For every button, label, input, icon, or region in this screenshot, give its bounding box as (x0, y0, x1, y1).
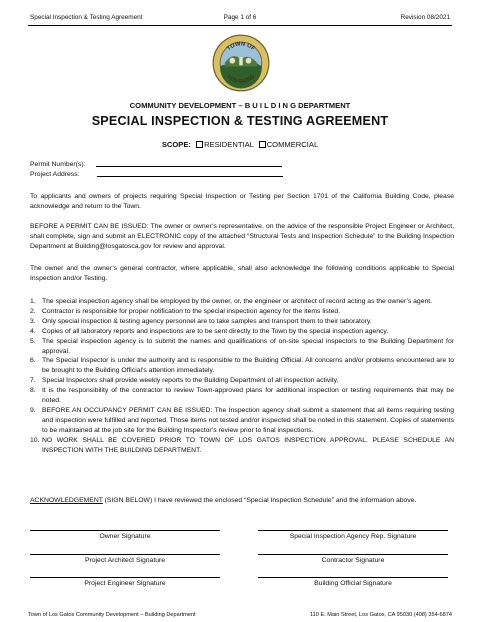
engineer-signature-line[interactable]: Project Engineer Signature (30, 577, 220, 587)
header-document-title: Special Inspection & Testing Agreement (30, 14, 143, 21)
project-address-input[interactable] (97, 170, 283, 177)
scope-label: SCOPE: (161, 140, 191, 149)
list-item: 8. It is the responsibility of the contractor to review Town-approved plans for additional inspection or testing requirements that may be noted. (30, 387, 454, 405)
acknowledgement-label: ACKNOWLEDGEMENT (30, 497, 103, 504)
list-item: 3. Only special inspection & testing agency personnel are to take samples and transport them to their laboratory. (30, 317, 372, 325)
project-address-label: Project Address: (30, 171, 80, 178)
list-item: 6. The Special Inspector is under the authority and is responsible to the Building Official. All concerns and/or problems encountered are to be brought to the Building Official’s attention immediately. (30, 357, 454, 375)
footer-address: 110 E. Main Street, Los Gatos, CA 95030 (408) 354-6874 (309, 612, 452, 618)
before-permit-paragraph: BEFORE A PERMIT CAN BE ISSUED: The owner or owner’s representative, on the advice of the responsible Project Engineer or Architect, shall complete, sign and submit an ELECTRONIC copy of the attached “Structural Tests and Inspection Schedule” to the Building Inspection Department at Building@losgatosca.gov for review and approval. (30, 223, 454, 251)
scope-selector (0, 140, 480, 149)
owner-signature-line[interactable]: Owner Signature (30, 530, 220, 540)
page-header (28, 12, 452, 26)
page-title: SPECIAL INSPECTION & TESTING AGREEMENT (91, 114, 389, 128)
list-item: 7. Special Inspectors shall provide weekly reports to the Building Department of all inspection activity. (30, 377, 339, 385)
commercial-checkbox[interactable] (259, 141, 266, 148)
list-item: 1. The special inspection agency shall be employed by the owner, or, the engineer or architect of record acting as the owner’s agent. (30, 298, 433, 305)
list-item: 9. BEFORE AN OCCUPANCY PERMIT CAN BE ISSUED: The Inspection agency shall submit a statement that all items requiring testing and inspection were fulfilled and reported. Those items not tested and/or inspected shall be noted in this statement. Copies of statements to be maintained at the job site for the Building Inspector’s review prior to final inspections. (30, 406, 454, 434)
contractor-signature-line[interactable]: Contractor Signature (258, 554, 448, 564)
list-item: 2. Contractor is responsible for proper notification to the special inspection agency for the items listed. (30, 307, 341, 315)
permit-number-field (30, 160, 282, 168)
list-item: 10. NO WORK SHALL BE COVERED PRIOR TO TOWN OF LOS GATOS INSPECTION APPROVAL. PLEASE SCHEDULE AN INSPECTION WITH THE BUILDING DEPARTMENT. (30, 436, 454, 454)
header-revision: Revision 08/2021 (400, 14, 450, 21)
permit-number-input[interactable] (96, 160, 282, 167)
seal-top-text: TOWN OF (226, 41, 256, 53)
permit-number-label: Permit Number(s): (30, 161, 86, 168)
footer-department: Town of Los Gatos Community Development – Building Department (28, 612, 196, 618)
residential-label: RESIDENTIAL (204, 140, 254, 149)
list-item: 4. Copies of all laboratory reports and inspections are to be sent directly to the Town by the special inspection agency. (30, 327, 389, 335)
seal-bottom-text: LOS GATOS (226, 73, 256, 85)
conditions-list (30, 297, 454, 456)
residential-checkbox[interactable] (196, 141, 203, 148)
acknowledgement-text: (SIGN BELOW) I have reviewed the enclosed “Special Inspection Schedule” and the information above. (102, 497, 417, 504)
owner-acknowledge-paragraph: The owner and the owner’s general contractor, where applicable, shall also acknowledge the following conditions applicable to Special Inspection and/or Testing. (30, 265, 454, 283)
list-item: 5. The special inspection agency is to submit the names and qualifications of on-site special inspectors to the Building Department for approval. (30, 337, 454, 355)
commercial-label: COMMERCIAL (266, 140, 319, 149)
architect-signature-line[interactable]: Project Architect Signature (30, 554, 220, 564)
project-address-field (30, 170, 283, 178)
intro-paragraph: To applicants and owners of projects requiring Special Inspection or Testing per Section 1701 of the California Building Code, please acknowledge and return to the Town. (30, 193, 454, 211)
header-page-number: Page 1 of 6 (223, 14, 257, 21)
agency-signature-line[interactable]: Special Inspection Agency Rep. Signature (258, 530, 448, 540)
town-seal-logo (212, 34, 270, 92)
department-heading: COMMUNITY DEVELOPMENT – B U I L D I N G DEPARTMENT (129, 101, 351, 110)
acknowledgement-paragraph (30, 496, 454, 506)
building-official-signature-line[interactable]: Building Official Signature (258, 577, 448, 587)
